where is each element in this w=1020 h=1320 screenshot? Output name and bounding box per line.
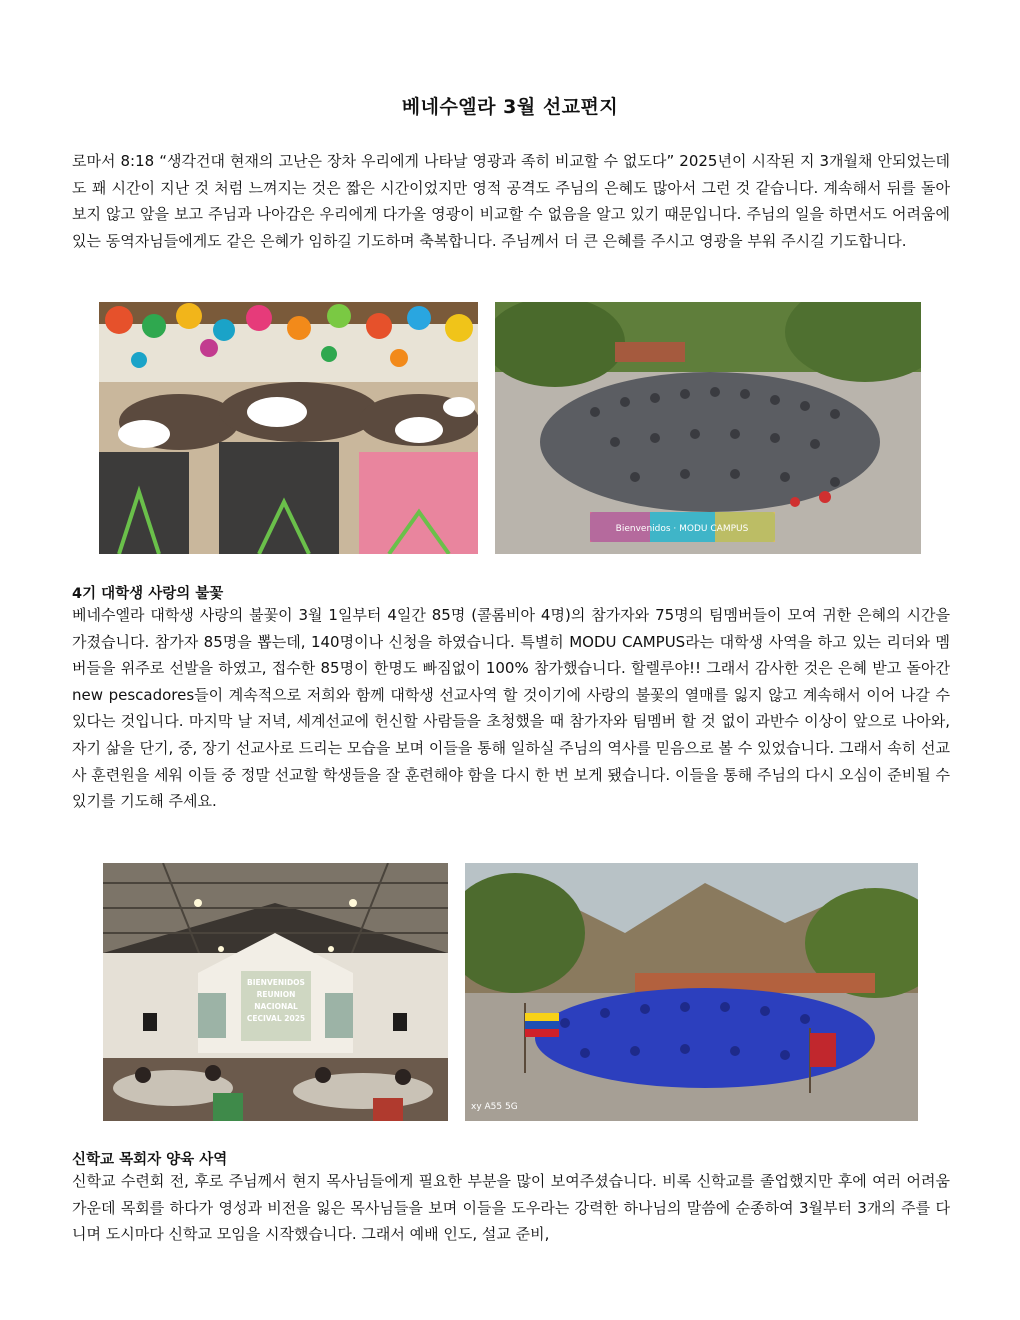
phone-watermark: xy A55 5G: [471, 1102, 518, 1112]
photo-group-blue-shirts-flags: [465, 863, 918, 1121]
section2-paragraph: 신학교 수련회 전, 후로 주님께서 현지 목사님들에게 필요한 부분을 많이 보여주셨습니다. 비록 신학교를 졸업했지만 후에 여러 어려움 가운데 목회를 하다가 영성과 비전을 잃은 목사님들을 보며 이들을 도우라는 강력한 하나님의 말씀에 순종하여 3월부터 3개의 주를 다니며 도시마다 신학교 모임을 시작했습니다. 그래서 예배 인도, 설교 준비,: [72, 1172, 950, 1244]
intro-paragraph: 로마서 8:18 “생각건대 현재의 고난은 장차 우리에게 나타날 영광과 족히 비교할 수 없도다” 2025년이 시작된 지 3개월채 안되었는데도 꽤 시간이 지난 것 처럼 느껴지는 것은 짧은 시간이었지만 영적 공격도 주님의 은혜도 많아서 그런 것 같습니다. 계속해서 뒤를 돌아보지 않고 앞을 보고 주님과 나아감은 우리에게 다가올 영광이 비교할 수 없음을 알고 있기 때문입니다. 주님의 일을 하면서도 어려움에 있는 동역자님들에게도 같은 은혜가 임하길 기도하며 축복합니다. 주님께서 더 큰 은혜를 주시고 영광을 부워 주시길 기도합니다.: [72, 152, 950, 250]
section2-heading: 신학교 목회자 양육 사역: [72, 1152, 228, 1168]
hall-banner-line-4: CECIVAL 2025: [246, 1014, 306, 1023]
section1-heading: 4기 대학생 사랑의 불꽃: [72, 586, 224, 602]
photo-group-terrace-gray-shirts: [495, 302, 921, 554]
hall-banner-line-3: NACIONAL: [254, 1002, 298, 1011]
page-title: 베네수엘라 3월 선교편지: [401, 96, 619, 118]
section1-paragraph: 베네수엘라 대학생 사랑의 불꽃이 3월 1일부터 4일간 85명 (콜롬비아 4명)의 참가자와 75명의 팀멤버들이 모여 귀한 은혜의 시간을 가졌습니다. 참가자 85명을 뽑는데, 140명이나 신청을 하였습니다. 특별히 MODU CAMPUS라는 대학생 사역을 하고 있는 리더와 멤버들을 위주로 선발을 하였고, 접수한 85명이 한명도 빠짐없이 100% 참가했습니다. 할렐루야!! 그래서 감사한 것은 은혜 받고 돌아간 new pescadores들이 계속적으로 저희와 함께 대학생 선교사역 할 것이기에 사랑의 불꽃의 열매를 잃지 않고 계속해서 이어 나갈 수 있다는 것입니다. 마지막 날 저녁, 세계선교에 헌신할 사람들을 초청했을 때 참가자와 팀멤버 할 것 없이 과반수 이상이 앞으로 나아와, 자기 삶을 단기, 중, 장기 선교사로 드리는 모습을 보며 이들을 통해 일하실 주님의 역사를 믿음으로 볼 수 있었습니다. 그래서 속히 선교사 훈련원을 세워 이들 중 정말 선교할 학생들을 잘 훈련해야 함을 다시 한 번 보게 됐습니다. 이들을 통해 주님의 다시 오심이 준비될 수 있기를 기도해 주세요.: [72, 606, 950, 811]
photo-dining-hall-cooks: [99, 302, 478, 554]
hall-banner-line-1: BIENVENIDOS: [247, 978, 305, 987]
banner-text: Bienvenidos · MODU CAMPUS: [615, 524, 749, 534]
hall-banner-line-2: REUNION: [256, 990, 296, 999]
photo-conference-hall: [103, 863, 448, 1121]
